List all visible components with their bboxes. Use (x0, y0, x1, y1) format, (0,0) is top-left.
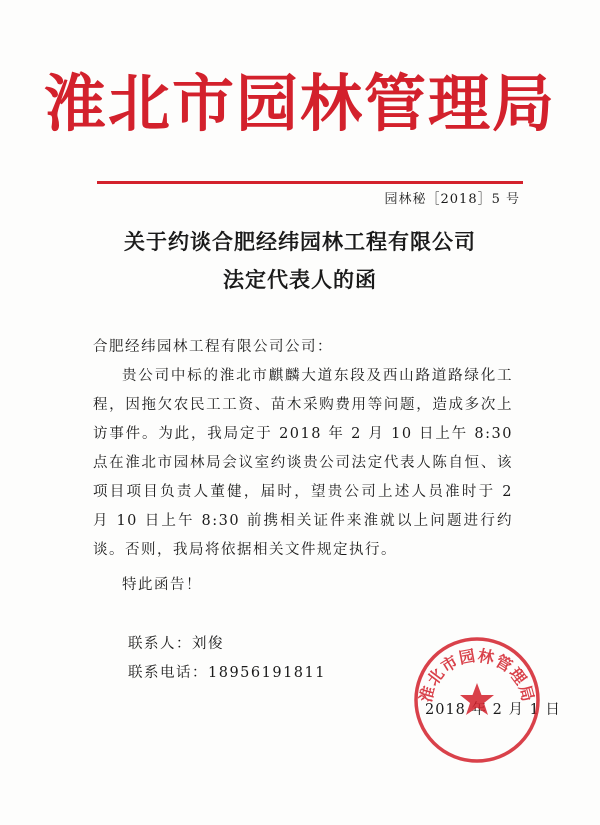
closing-remark: 特此函告！ (122, 577, 202, 593)
issue-date: 2018 年 2 月 1 日 (425, 702, 561, 718)
seal-text: 淮北市园林管理局 (415, 645, 539, 705)
letter-title-line-2: 法定代表人的函 (223, 267, 377, 292)
agency-letterhead: 淮北市园林管理局 (43, 67, 556, 140)
letter-title-line-1: 关于约谈合肥经纬园林工程有限公司 (124, 229, 476, 254)
star-icon (460, 683, 494, 715)
header-red-rule (97, 181, 523, 184)
letter-body-paragraph: 贵公司中标的淮北市麒麟大道东段及西山路道路绿化工程，因拖欠农民工工资、苗木采购费用等问题，造成多次上访事件。为此，我局定于 2018 年 2 月 10 日上午 8:30 点在淮北市园林局会议室约谈贵公司法定代表人陈自恒、该项目项目负责人董健，届时，望贵公司上述人员准时于 2 月 10 日上午 8:30 前携相关证件来淮就以上问题进行约谈。否则，我局将依据相关文件规定执行。 (93, 368, 513, 558)
contact-person: 联系人：刘俊 (128, 636, 224, 652)
document-number: 园林秘［2018］5 号 (384, 192, 520, 207)
official-seal (412, 635, 542, 765)
salutation: 合肥经纬园林工程有限公司公司： (93, 339, 333, 355)
contact-phone: 联系电话：18956191811 (128, 665, 326, 681)
